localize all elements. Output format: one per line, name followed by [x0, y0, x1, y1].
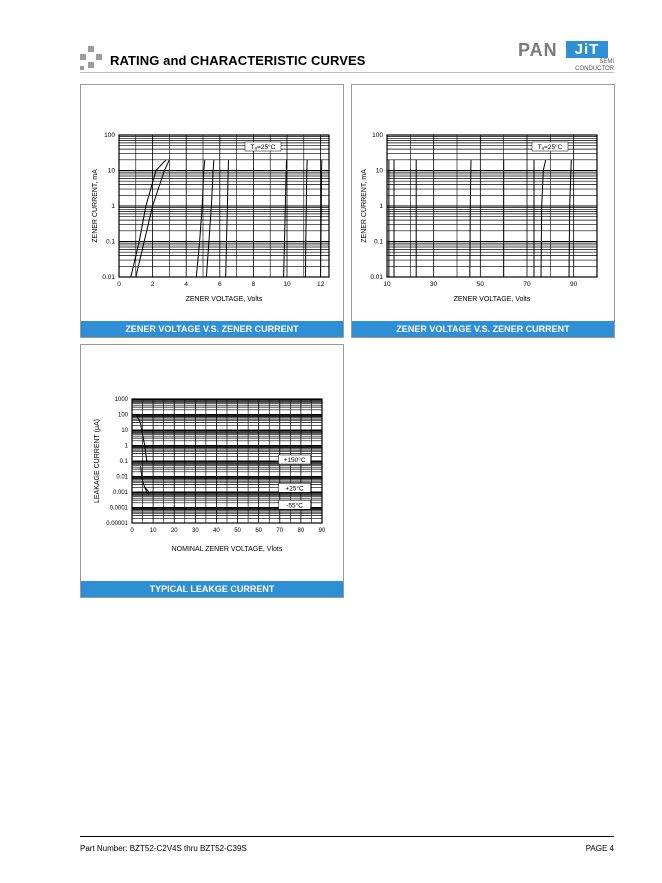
- y-tick-label: 1000: [114, 397, 128, 403]
- x-tick-label: 20: [170, 528, 178, 534]
- y-tick-label: 1: [124, 443, 128, 450]
- series-curve: [196, 160, 204, 277]
- x-tick-label: 50: [476, 281, 484, 288]
- y-tick-label: 0.1: [373, 238, 383, 246]
- y-tick-label: 0.1: [105, 238, 115, 246]
- x-tick-label: 60: [255, 528, 263, 534]
- y-tick-label: 10: [107, 167, 115, 175]
- y-axis-label: LEAKAGE CURRENT (μA): [94, 418, 101, 504]
- chart-panel-1: [80, 84, 344, 338]
- x-axis-label: NOMINAL ZENER VOLTAGE, Vlots: [171, 546, 283, 553]
- y-tick-label: 100: [372, 132, 383, 139]
- y-tick-label: 100: [104, 132, 115, 139]
- x-tick-label: 10: [149, 528, 157, 534]
- chart-caption-3: TYPICAL LEAKGE CURRENT: [81, 581, 343, 597]
- x-tick-label: 4: [184, 281, 189, 288]
- series-label: +150°C: [283, 457, 306, 464]
- y-tick-label: 0.00001: [106, 521, 128, 527]
- x-axis-label: ZENER VOLTAGE, Volts: [185, 296, 263, 303]
- leakage-current-chart: [81, 345, 343, 581]
- y-tick-label: 10: [121, 428, 128, 434]
- x-tick-label: 10: [283, 281, 291, 288]
- x-tick-label: 0: [130, 528, 134, 534]
- logo-pan-text: PAN: [518, 40, 558, 60]
- series-curve: [306, 160, 308, 277]
- chart-caption-1: ZENER VOLTAGE V.S. ZENER CURRENT: [81, 321, 343, 337]
- series-curve: [226, 160, 229, 277]
- x-tick-label: 70: [276, 528, 284, 534]
- series-curve: [284, 160, 287, 277]
- x-tick-label: 50: [234, 528, 241, 534]
- x-tick-label: 90: [318, 528, 326, 534]
- y-tick-label: 0.001: [112, 490, 128, 496]
- y-axis-label: ZENER CURRENT, mA: [92, 169, 99, 243]
- y-tick-label: 1: [379, 203, 383, 210]
- series-curve: [569, 160, 571, 277]
- x-tick-label: 80: [297, 528, 305, 534]
- series-label: +25°C: [285, 485, 304, 493]
- header-logo-dots: [80, 46, 102, 72]
- y-axis-label: ZENER CURRENT, mA: [361, 169, 368, 243]
- chart-caption-2: ZENER VOLTAGE V.S. ZENER CURRENT: [352, 321, 614, 337]
- series-label: -55°C: [286, 502, 303, 510]
- y-tick-label: 0.01: [102, 274, 115, 281]
- x-tick-label: 70: [523, 281, 531, 288]
- y-tick-label: 1: [111, 203, 115, 210]
- x-tick-label: 8: [251, 281, 256, 288]
- y-tick-label: 0.01: [370, 274, 383, 281]
- series-curve: [470, 160, 471, 277]
- x-tick-label: 0: [117, 281, 121, 288]
- x-tick-label: 12: [316, 281, 325, 288]
- footer-page-number: PAGE 4: [585, 844, 614, 853]
- zener-current-chart-low: [81, 85, 343, 321]
- series-curve: [541, 160, 546, 277]
- footer-divider: [80, 836, 614, 837]
- page-title: RATING and CHARACTERISTIC CURVES: [110, 53, 366, 68]
- y-tick-label: 0.1: [119, 459, 128, 465]
- temperature-annotation: Tₐ=25°C: [250, 144, 276, 151]
- logo-jit-text: JiT: [566, 41, 608, 58]
- x-tick-label: 10: [383, 281, 391, 288]
- y-tick-label: 10: [375, 167, 383, 175]
- x-tick-label: 30: [191, 528, 199, 534]
- y-tick-label: 0.01: [116, 474, 128, 481]
- series-curve: [206, 160, 214, 277]
- chart-panel-2: [351, 84, 615, 338]
- logo-conductor-text: CONDUCTOR: [575, 66, 614, 72]
- x-tick-label: 30: [430, 281, 438, 288]
- series-curve: [136, 415, 147, 462]
- zener-current-chart-high: [352, 85, 614, 321]
- y-tick-label: 0.0001: [109, 505, 128, 512]
- x-tick-label: 40: [213, 528, 220, 534]
- x-tick-label: 2: [150, 281, 155, 288]
- logo-semi-text: SEMI: [599, 59, 614, 65]
- temperature-annotation: Tₐ=25°C: [537, 144, 563, 151]
- footer-part-number: Part Number: BZT52-C2V4S thru BZT52-C39S: [80, 844, 247, 853]
- x-tick-label: 6: [217, 281, 222, 288]
- x-axis-label: ZENER VOLTAGE, Volts: [453, 296, 531, 303]
- y-tick-label: 100: [117, 412, 128, 419]
- chart-panel-3: [80, 344, 344, 598]
- panjit-logo: [518, 40, 614, 76]
- x-tick-label: 90: [570, 281, 578, 288]
